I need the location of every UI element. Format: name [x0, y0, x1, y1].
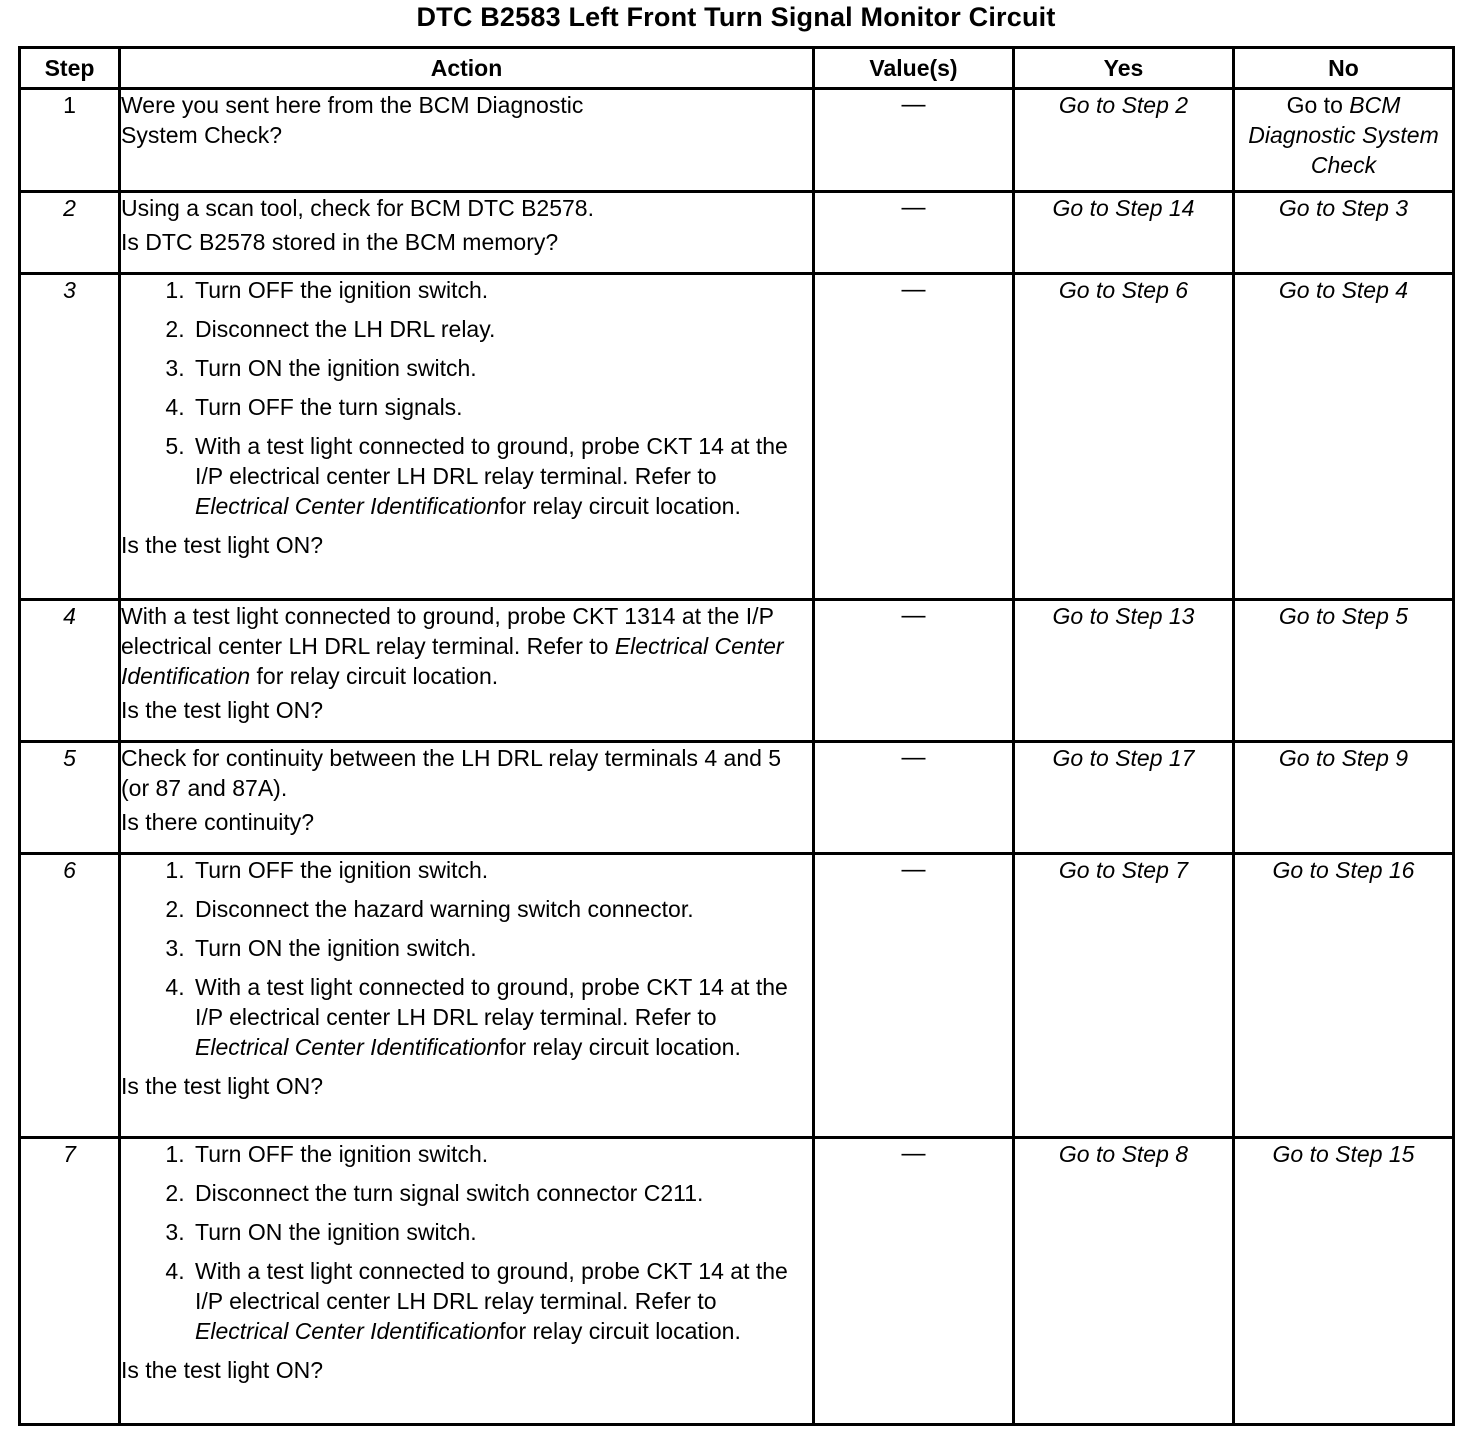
action-question: Is there continuity? — [121, 809, 315, 835]
list-item: 1. Turn OFF the ignition switch. — [191, 275, 812, 305]
action-question: Is the test light ON? — [121, 1073, 323, 1099]
list-item — [191, 972, 812, 1062]
header-yes: Yes — [1014, 48, 1234, 89]
header-step: Step — [20, 48, 120, 89]
action-cell — [120, 274, 814, 600]
step-number: 4 — [20, 600, 120, 742]
table-row-step-6 — [20, 854, 1454, 1138]
value-cell: — — [814, 742, 1014, 854]
step-number: 5 — [20, 742, 120, 854]
yes-cell: Go to Step 6 — [1014, 274, 1234, 600]
action-cell — [120, 854, 814, 1138]
table-row-step-1 — [20, 89, 1454, 192]
list-item — [191, 431, 812, 521]
list-item: 3. Turn ON the ignition switch. — [191, 353, 812, 383]
value-cell: — — [814, 192, 1014, 274]
action-steps-list — [121, 1139, 812, 1346]
no-cell: Go to Step 5 — [1234, 600, 1454, 742]
list-item: 4. Turn OFF the turn signals. — [191, 392, 812, 422]
header-row — [20, 48, 1454, 89]
list-item: 3. Turn ON the ignition switch. — [191, 933, 812, 963]
value-cell: — — [814, 1138, 1014, 1425]
list-item-text: With a test light connected to ground, probe CKT 14 at the I/P electrical center LH DRL relay terminal. Refer to — [195, 1258, 788, 1314]
action-question: Is the test light ON? — [121, 1357, 323, 1383]
yes-cell: Go to Step 8 — [1014, 1138, 1234, 1425]
yes-cell: Go to Step 2 — [1014, 89, 1234, 192]
header-values: Value(s) — [814, 48, 1014, 89]
action-text: Check for continuity between the LH DRL relay terminals 4 and 5 (or 87 and 87A). — [121, 745, 782, 801]
yes-cell: Go to Step 14 — [1014, 192, 1234, 274]
no-cell: Go to Step 3 — [1234, 192, 1454, 274]
action-cell — [120, 742, 814, 854]
no-link: BCM Diagnostic System Check — [1248, 92, 1439, 178]
yes-cell: Go to Step 7 — [1014, 854, 1234, 1138]
list-item-text: With a test light connected to ground, probe CKT 14 at the I/P electrical center LH DRL relay terminal. Refer to — [195, 433, 788, 489]
action-question: Is DTC B2578 stored in the BCM memory? — [121, 229, 559, 255]
list-item — [191, 1256, 812, 1346]
reference-link: Electrical Center Identification — [195, 1034, 500, 1060]
no-cell: Go to Step 4 — [1234, 274, 1454, 600]
no-cell — [1234, 89, 1454, 192]
list-item: 2. Disconnect the LH DRL relay. — [191, 314, 812, 344]
list-item: 2. Disconnect the turn signal switch connector C211. — [191, 1178, 812, 1208]
table-row-step-4 — [20, 600, 1454, 742]
action-cell — [120, 192, 814, 274]
table-row-step-7 — [20, 1138, 1454, 1425]
list-item-text: for relay circuit location. — [499, 1034, 741, 1060]
action-text-part: for relay circuit location. — [250, 663, 499, 689]
table-row-step-3 — [20, 274, 1454, 600]
no-cell: Go to Step 16 — [1234, 854, 1454, 1138]
action-text: Were you sent here from the BCM Diagnostic System Check? — [121, 92, 584, 148]
header-action: Action — [120, 48, 814, 89]
list-item-text: With a test light connected to ground, probe CKT 14 at the I/P electrical center LH DRL relay terminal. Refer to — [195, 974, 788, 1030]
list-item-text: for relay circuit location. — [499, 1318, 741, 1344]
table-row-step-5 — [20, 742, 1454, 854]
action-cell — [120, 1138, 814, 1425]
reference-link: Electrical Center Identification — [195, 493, 500, 519]
value-cell: — — [814, 89, 1014, 192]
action-cell — [120, 600, 814, 742]
step-number: 7 — [20, 1138, 120, 1425]
action-cell — [120, 89, 814, 192]
action-text: Using a scan tool, check for BCM DTC B2578. — [121, 195, 594, 221]
action-steps-list — [121, 275, 812, 521]
no-cell: Go to Step 9 — [1234, 742, 1454, 854]
value-cell: — — [814, 600, 1014, 742]
value-cell: — — [814, 854, 1014, 1138]
step-number: 2 — [20, 192, 120, 274]
no-cell: Go to Step 15 — [1234, 1138, 1454, 1425]
table-row-step-2 — [20, 192, 1454, 274]
action-question: Is the test light ON? — [121, 532, 323, 558]
step-number: 3 — [20, 274, 120, 600]
reference-link: Electrical Center Identification — [195, 1318, 500, 1344]
list-item: 2. Disconnect the hazard warning switch connector. — [191, 894, 812, 924]
diagnostic-table — [18, 46, 1455, 1426]
list-item: 1. Turn OFF the ignition switch. — [191, 1139, 812, 1169]
reference-link: Electrical Center Identification — [121, 633, 784, 689]
action-question: Is the test light ON? — [121, 697, 323, 723]
step-number: 1 — [20, 89, 120, 192]
action-text-part: With a test light connected to ground, probe CKT 1314 at the I/P electrical center LH DRL relay terminal. Refer to — [121, 603, 774, 659]
yes-cell: Go to Step 13 — [1014, 600, 1234, 742]
yes-cell: Go to Step 17 — [1014, 742, 1234, 854]
step-number: 6 — [20, 854, 120, 1138]
no-prefix: Go to — [1286, 92, 1343, 118]
list-item-text: for relay circuit location. — [499, 493, 741, 519]
header-no: No — [1234, 48, 1454, 89]
action-text — [121, 601, 812, 691]
list-item: 1. Turn OFF the ignition switch. — [191, 855, 812, 885]
value-cell: — — [814, 274, 1014, 600]
page-title: DTC B2583 Left Front Turn Signal Monitor Circuit — [416, 2, 1056, 32]
action-steps-list — [121, 855, 812, 1062]
list-item: 3. Turn ON the ignition switch. — [191, 1217, 812, 1247]
